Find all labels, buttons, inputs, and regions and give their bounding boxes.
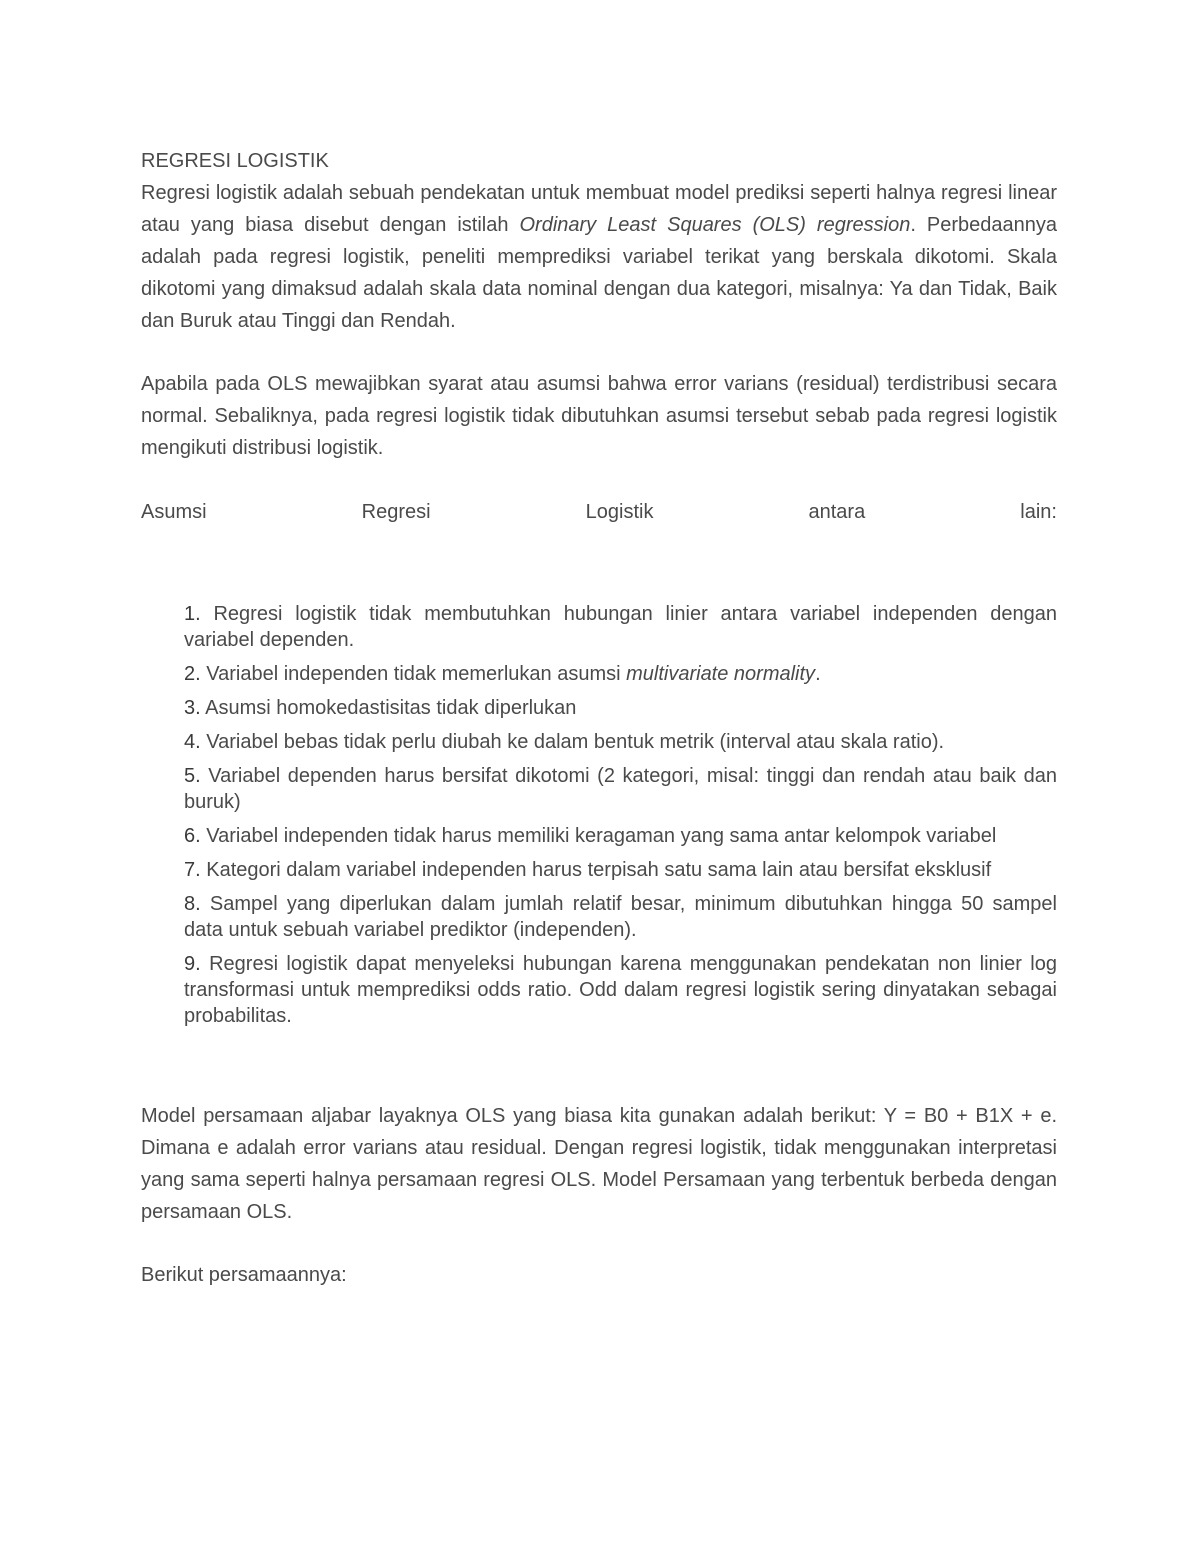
list-item-text: Variabel dependen harus bersifat dikotomi (2 kategori, misal: tinggi dan rendah atau baik dan buruk) — [184, 765, 1057, 813]
paragraph-definition — [141, 177, 1057, 337]
document-title: REGRESI LOGISTIK — [141, 150, 329, 172]
assumptions-heading-word: Regresi — [361, 501, 431, 523]
list-item-text: Regresi logistik dapat menyeleksi hubungan karena menggunakan pendekatan non linier log transformasi untuk memprediksi odds ratio. Odd dalam regresi logistik sering dinyatakan sebagai probabilitas. — [184, 953, 1057, 1027]
assumptions-heading-word: lain: — [1020, 501, 1057, 523]
list-item-number: 8. — [184, 893, 201, 915]
list-item-text: Kategori dalam variabel independen harus terpisah satu sama lain atau bersifat eksklusif — [200, 859, 992, 881]
paragraph-definition-text-1: Regresi logistik adalah sebuah pendekatan untuk membuat model prediksi seperti halnya regresi linear atau yang biasa disebut dengan istilah — [141, 182, 1057, 236]
list-item — [184, 763, 1057, 815]
list-item — [184, 601, 1057, 653]
paragraph-ols-assumption: Apabila pada OLS mewajibkan syarat atau asumsi bahwa error varians (residual) terdistribusi secara normal. Sebaliknya, pada regresi logistik tidak dibutuhkan asumsi tersebut sebab pada regresi logistik mengikuti distribusi logistik. — [141, 373, 1057, 459]
list-item — [184, 823, 1057, 849]
list-item-number: 6. — [184, 825, 201, 847]
list-item — [184, 951, 1057, 1029]
assumptions-heading-word: Asumsi — [141, 501, 207, 523]
list-item-text: Variabel independen tidak harus memiliki keragaman yang sama antar kelompok variabel — [200, 825, 997, 847]
list-item-number: 3. — [184, 697, 201, 719]
assumptions-list — [141, 601, 1057, 1029]
list-item — [184, 857, 1057, 883]
list-item-text: Variabel independen tidak memerlukan asumsi — [200, 663, 627, 685]
assumptions-heading-word: Logistik — [585, 501, 654, 523]
list-item-text-after: . — [815, 663, 821, 685]
list-item — [184, 891, 1057, 943]
list-item — [184, 729, 1057, 755]
list-item — [184, 661, 1057, 687]
paragraph-model-equation: Model persamaan aljabar layaknya OLS yang biasa kita gunakan adalah berikut: Y = B0 + B1X + e. Dimana e adalah error varians atau residual. Dengan regresi logistik, tidak menggunakan interpretasi yang sama seperti halnya persamaan regresi OLS. Model Persamaan yang terbentuk berbeda dengan persamaan OLS. — [141, 1105, 1057, 1223]
list-item-number: 2. — [184, 663, 201, 685]
list-item-number: 5. — [184, 765, 201, 787]
assumptions-heading-word: antara — [808, 501, 866, 523]
document-body — [141, 145, 1057, 1291]
list-item-text: Asumsi homokedastisitas tidak diperlukan — [200, 697, 577, 719]
paragraph-definition-text-2: . Perbedaannya adalah pada regresi logistik, peneliti memprediksi variabel terikat yang berskala dikotomi. Skala dikotomi yang dimaksud adalah skala data nominal dengan dua kategori, misalnya: Ya dan Tidak, Baik dan Buruk atau Tinggi dan Rendah. — [141, 214, 1057, 332]
list-item-number: 9. — [184, 953, 201, 975]
list-item-number: 7. — [184, 859, 201, 881]
list-item-text: Regresi logistik tidak membutuhkan hubungan linier antara variabel independen dengan variabel dependen. — [184, 603, 1057, 651]
list-item — [184, 695, 1057, 721]
list-item-text: Sampel yang diperlukan dalam jumlah relatif besar, minimum dibutuhkan hingga 50 sampel data untuk sebuah variabel prediktor (independen). — [184, 893, 1057, 941]
paragraph-following-equation: Berikut persamaannya: — [141, 1264, 347, 1286]
list-item-number: 1. — [184, 603, 201, 625]
list-item-text: Variabel bebas tidak perlu diubah ke dalam bentuk metrik (interval atau skala ratio). — [200, 731, 945, 753]
paragraph-definition-italic: Ordinary Least Squares (OLS) regression — [519, 214, 911, 236]
assumptions-heading — [141, 496, 1057, 528]
list-item-number: 4. — [184, 731, 201, 753]
list-item-italic: multivariate normality — [626, 663, 816, 685]
